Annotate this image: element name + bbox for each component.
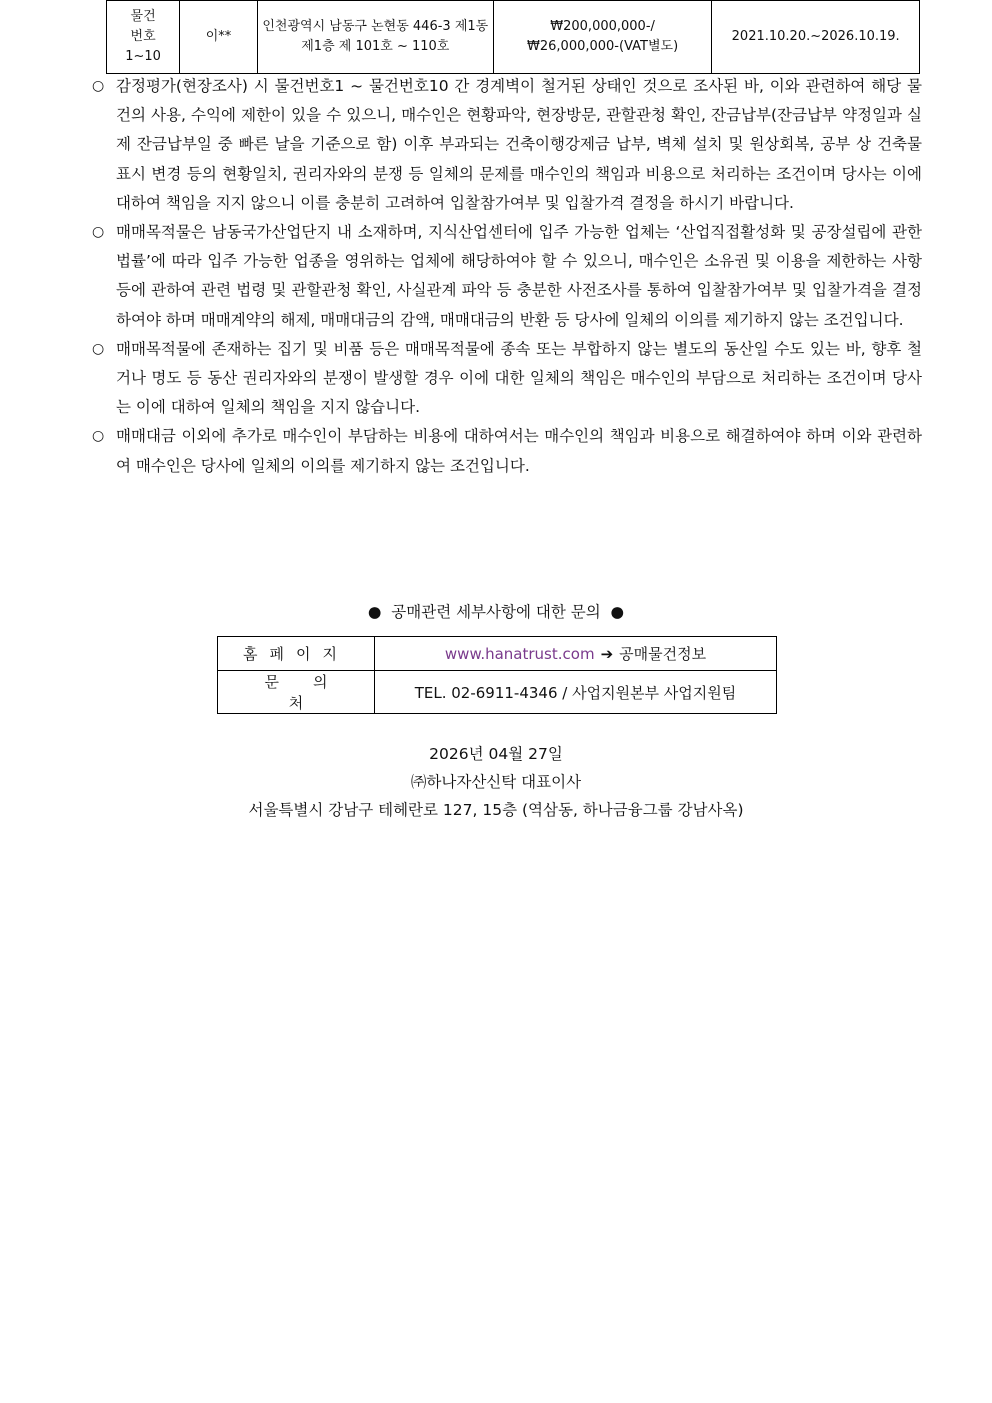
homepage-destination: 공매물건정보	[619, 645, 707, 663]
bullet-circle-icon: ○	[92, 340, 105, 357]
table-row	[218, 637, 777, 671]
list-item	[92, 72, 922, 218]
table-row	[107, 1, 920, 74]
condition-text: 감정평가(현장조사) 시 물건번호1 ~ 물건번호10 간 경계벽이 철거된 상태인 것으로 조사된 바, 이와 관련하여 해당 물건의 사용, 수익에 제한이 있을 수 있으니, 매수인은 현황파악, 현장방문, 관할관청 확인, 잔금납부(잔금납부 약정일과 실제 잔금납부일 중 빠른 날을 기준으로 함) 이후 부과되는 건축이행강제금 납부, 벽체 설치 및 원상회복, 공부 상 건축물 표시 변경 등의 현황일치, 권리자와의 분쟁 등 일체의 문제를 매수인의 책임과 비용으로 처리하는 조건이며 당사는 이에 대하여 책임을 지지 않으니 이를 충분히 고려하여 입찰참가여부 및 입찰가격 결정을 하시기 바랍니다.	[116, 77, 922, 212]
amount-cell: ₩200,000,000-/ ₩26,000,000-(VAT별도)	[493, 1, 712, 74]
table-row	[218, 671, 777, 714]
contact-label: 문의처	[218, 671, 375, 714]
lessee-cell: 이**	[180, 1, 258, 74]
list-item	[92, 218, 922, 335]
condition-text: 매매목적물에 존재하는 집기 및 비품 등은 매매목적물에 종속 또는 부합하지 않는 별도의 동산일 수도 있는 바, 향후 철거나 명도 등 동산 권리자와의 분쟁이 발생할 경우 이에 대한 일체의 책임은 매수인의 부담으로 처리하는 조건이며 당사는 이에 대하여 일체의 책임을 지지 않습니다.	[116, 339, 922, 417]
address-cell: 인천광역시 남동구 논현동 446-3 제1동 제1층 제 101호 ~ 110호	[257, 1, 493, 74]
conditions-list	[92, 72, 922, 481]
homepage-value	[375, 637, 777, 671]
company-address: 서울특별시 강남구 테헤란로 127, 15층 (역삼동, 하나금융그룹 강남사옥)	[248, 801, 744, 819]
condition-text: 매매대금 이외에 추가로 매수인이 부담하는 비용에 대하여서는 매수인의 책임과 비용으로 해결하여야 하며 이와 관련하여 매수인은 당사에 일체의 이의를 제기하지 않는 조건입니다.	[116, 427, 922, 475]
issue-date: 2026년 04월 27일	[429, 745, 563, 763]
period-cell: 2021.10.20.~2026.10.19.	[712, 1, 920, 74]
lease-table	[106, 0, 920, 74]
company-name: ㈜하나자산신탁 대표이사	[410, 773, 582, 791]
bullet-circle-icon: ○	[92, 78, 105, 94]
list-item	[92, 422, 922, 480]
homepage-label: 홈페이지	[218, 637, 375, 671]
list-item	[92, 335, 922, 423]
bullet-circle-icon: ○	[92, 224, 105, 241]
inquiry-title: ● 공매관련 세부사항에 대한 문의 ●	[367, 603, 625, 621]
arrow-right-icon: ➔	[600, 645, 614, 663]
document-footer	[0, 740, 992, 824]
inquiry-table	[217, 636, 777, 714]
item-number-cell: 물건 번호 1~10	[107, 1, 180, 74]
homepage-link[interactable]: www.hanatrust.com	[444, 645, 595, 663]
condition-text: 매매목적물은 남동국가산업단지 내 소재하며, 지식산업센터에 입주 가능한 업체는 ‘산업직접활성화 및 공장설립에 관한 법률’에 따라 입주 가능한 업종을 영위하는 업체에 해당하여야 할 수 있으니, 매수인은 소유권 및 이용을 제한하는 사항 등에 관하여 관련 법령 및 관할관청 확인, 사실관계 파악 등 충분한 사전조사를 통하여 입찰참가여부 및 입찰가격을 결정하여야 하며 매매계약의 해제, 매매대금의 감액, 매매대금의 반환 등 당사에 일체의 이의를 제기하지 않는 조건입니다.	[116, 223, 922, 329]
contact-value: TEL. 02-6911-4346 / 사업지원본부 사업지원팀	[375, 671, 777, 714]
bullet-circle-icon: ○	[92, 428, 105, 445]
